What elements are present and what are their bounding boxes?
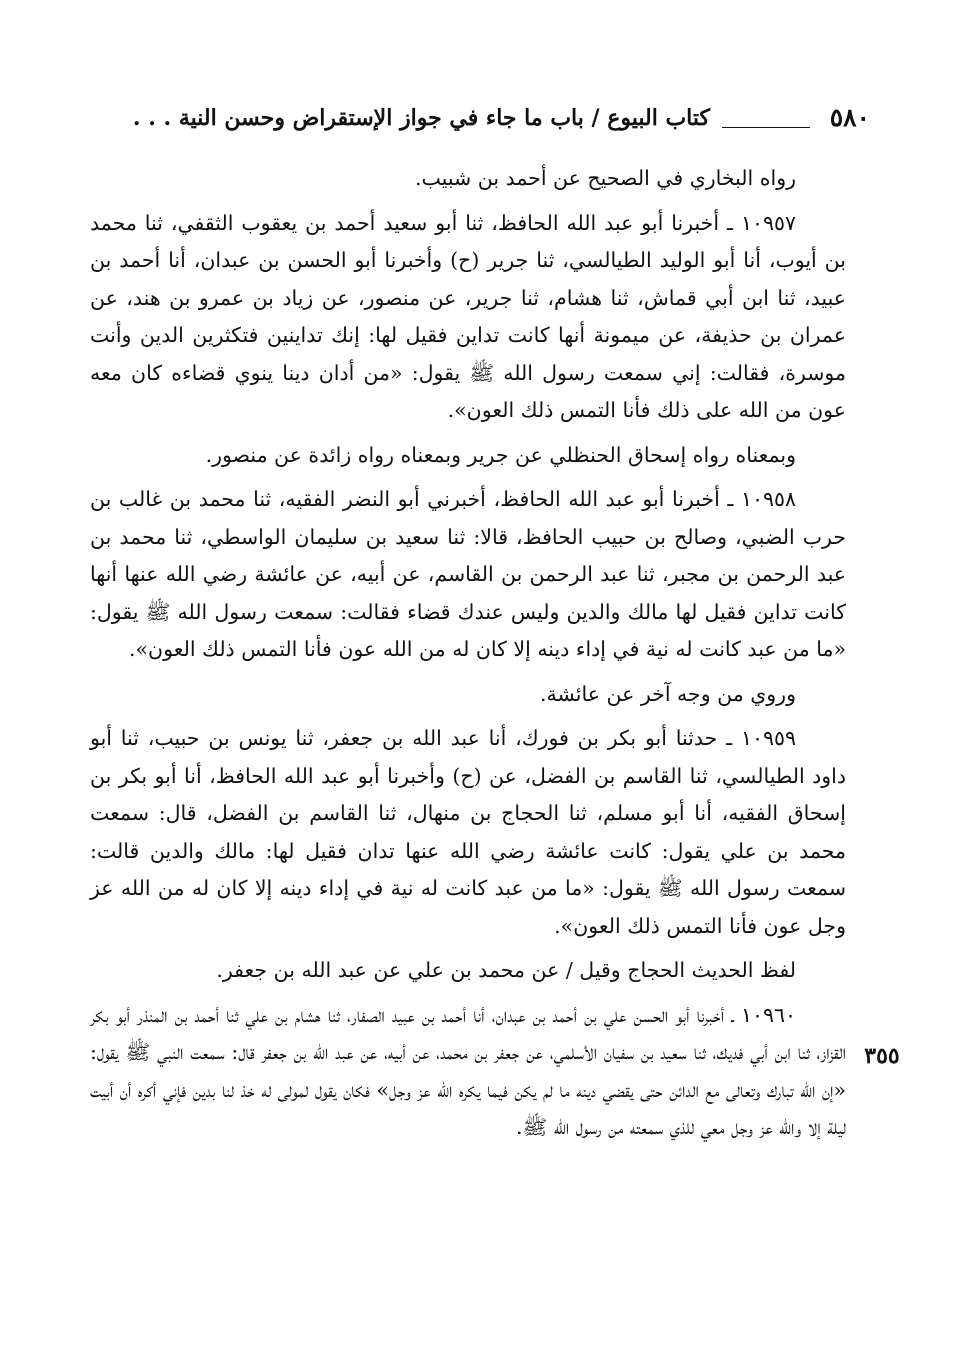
page-header (90, 98, 870, 142)
page-number: ٥٨٠ (829, 103, 870, 132)
margin-number: ٣٥٥ (864, 1043, 900, 1069)
paragraph-note: رواه البخاري في الصحيح عن أحمد بن شبيب. (415, 166, 796, 190)
running-title: كتاب البيوع / باب ما جاء في جواز الإستقراض وحسن النية . . . (132, 105, 710, 131)
paragraph-hadith-10957: ١٠٩٥٧ ـ أخبرنا أبو عبد الله الحافظ، ثنا أبو سعيد أحمد بن يعقوب الثقفي، ثنا محمد بن أيوب، أنا أبو الوليد الطيالسي، ثنا جرير (ح) وأخبرنا أبو الحسن بن عبدان، أنا أحمد بن عبيد، ثنا ابن أبي قماش، ثنا هشام، ثنا جرير، عن منصور، عن زياد بن عمرو بن هند، عن عمران بن حذيفة، عن ميمونة أنها كانت تداين فقيل لها: إنك تداينين فتكثرين الدين وأنت موسرة، فقالت: إني سمعت رسول الله ﷺ يقول: «من أدان دينا ينوي قضاءه كان معه عون من الله على ذلك فأنا التمس ذلك العون». (90, 210, 846, 422)
paragraph-hadith-10960: ١٠٩٦٠ ـ أخبرنا أبو الحسن علي بن أحمد بن عبدان، أنا أحمد بن عبيد الصفار، ثنا هشام بن علي ثنا أحمد بن المنذر أبو بكر القزاز، ثنا ابن أبي فديك، ثنا سعيد بن سفيان الأسلمي، عن جعفر بن محمد، عن أبيه، عن عبد الله بن جعفر قال: سمعت النبي ﷺ يقول: «إن الله تبارك وتعالى مع الدائن حتى يقضي دينه ما لم يكن فيما يكره الله عز وجل» فكان يقول لمولى له خذ لنا بدين فإني أكره أن أبيت ليلة إلا والله عز وجل معي للذي سمعته من رسول الله ﷺ. (90, 1002, 846, 1139)
paragraph-note: وبمعناه رواه إسحاق الحنظلي عن جرير وبمعناه رواه زائدة عن منصور. (205, 442, 796, 467)
paragraph-note: لفظ الحديث الحجاج وقيل / عن محمد بن علي عن عبد الله بن جعفر. (216, 958, 796, 982)
body-text (90, 160, 846, 1154)
header-rule (722, 127, 810, 128)
paragraph-hadith-10959: ١٠٩٥٩ ـ حدثنا أبو بكر بن فورك، أنا عبد الله بن جعفر، ثنا يونس بن حبيب، ثنا أبو داود الطيالسي، ثنا القاسم بن الفضل، عن (ح) وأخبرنا أبو عبد الله الحافظ، أنا أبو بكر بن إسحاق الفقيه، أنا أبو مسلم، ثنا الحجاج بن منهال، ثنا القاسم بن الفضل، قال: سمعت محمد بن علي يقول: كانت عائشة رضي الله عنها تدان فقيل لها: مالك والدين قالت: سمعت رسول الله ﷺ يقول: «ما من عبد كانت له نية في إداء دينه إلا كان له من الله عز وجل عون فأنا التمس ذلك العون». (90, 726, 846, 938)
paragraph-note: وروي من وجه آخر عن عائشة. (540, 681, 796, 706)
paragraph-hadith-10958: ١٠٩٥٨ ـ أخبرنا أبو عبد الله الحافظ، أخبرني أبو النضر الفقيه، ثنا محمد بن غالب بن حرب الضبي، وصالح بن حبيب الحافظ، قالا: ثنا سعيد بن سليمان الواسطي، ثنا محمد بن عبد الرحمن بن مجبر، ثنا عبد الرحمن بن القاسم، عن أبيه، عن عائشة رضي الله عنها أنها كانت تداين فقيل لها مالك والدين وليس عندك قضاء فقالت: سمعت رسول الله ﷺ يقول: «ما من عبد كانت له نية في إداء دينه إلا كان له من الله عون فأنا التمس ذلك العون». (90, 487, 846, 661)
